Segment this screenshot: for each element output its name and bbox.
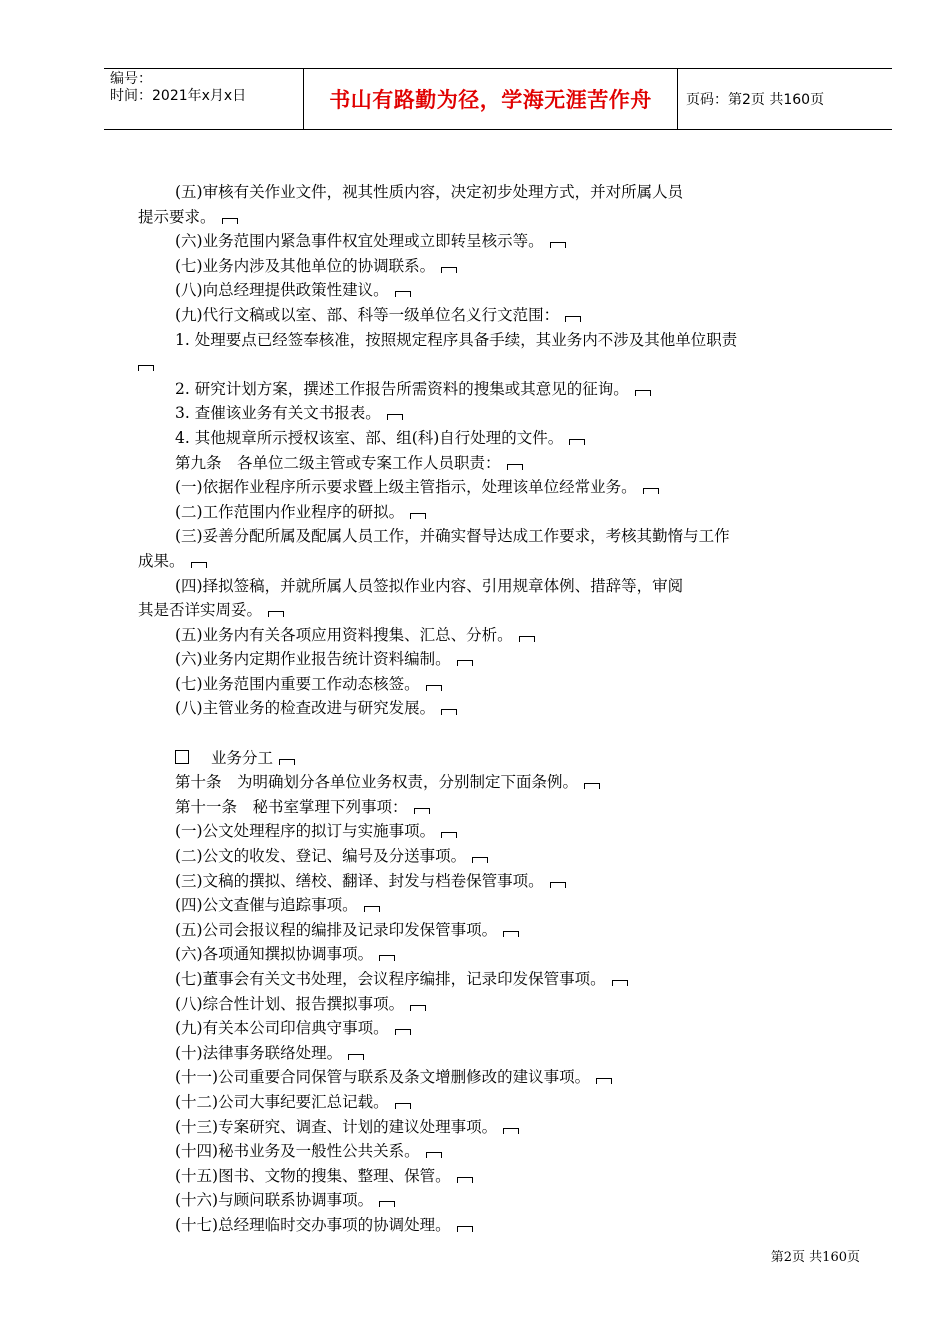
paragraph-line: 成果。: [138, 549, 863, 574]
paragraph-line: (一)依据作业程序所示要求暨上级主管指示，处理该单位经常业务。: [138, 475, 863, 500]
header-time: 时间：2021年x月x日: [110, 88, 247, 104]
paragraph-line: 3. 查催该业务有关文书报表。: [138, 401, 863, 426]
paragraph-line: (十二)公司大事纪要汇总记载。: [138, 1090, 863, 1115]
paragraph-mark-icon: [395, 1029, 411, 1035]
paragraph-mark-icon: [457, 660, 473, 666]
paragraph-mark-icon: [426, 685, 442, 691]
paragraph-line: (九)代行文稿或以室、部、科等一级单位名义行文范围：: [138, 303, 863, 328]
paragraph-line: (七)董事会有关文书处理，会议程序编排，记录印发保管事项。: [138, 967, 863, 992]
paragraph-mark-icon: [503, 1128, 519, 1134]
paragraph-mark-icon: [503, 931, 519, 937]
paragraph-mark-icon: [596, 1078, 612, 1084]
paragraph-mark-icon: [414, 808, 430, 814]
paragraph-line: 第九条 各单位二级主管或专案工作人员职责：: [138, 451, 863, 476]
paragraph-line: (十三)专案研究、调查、计划的建议处理事项。: [138, 1115, 863, 1140]
paragraph-mark-icon: [410, 513, 426, 519]
paragraph-mark-icon: [426, 1152, 442, 1158]
paragraph-line: (四)择拟签稿，并就所属人员签拟作业内容、引用规章体例、措辞等，审阅: [175, 576, 684, 595]
paragraph-line: (十七)总经理临时交办事项的协调处理。: [138, 1213, 863, 1238]
paragraph-mark-icon: [472, 857, 488, 863]
paragraph-mark-icon: [279, 759, 295, 765]
paragraph-line: (五)业务内有关各项应用资料搜集、汇总、分析。: [138, 623, 863, 648]
paragraph-mark-icon: [387, 414, 403, 420]
paragraph-line: 第十条 为明确划分各单位业务权责，分别制定下面条例。: [138, 770, 863, 795]
paragraph-line: 提示要求。: [138, 205, 863, 230]
paragraph-line: 2. 研究计划方案，撰述工作报告所需资料的搜集或其意见的征询。: [138, 377, 863, 402]
paragraph-mark-icon: [584, 783, 600, 789]
paragraph-line: (六)业务范围内紧急事件权宜处理或立即转呈核示等。: [138, 229, 863, 254]
paragraph-mark-icon: [550, 242, 566, 248]
paragraph-line: (十一)公司重要合同保管与联系及条文增删修改的建议事项。: [138, 1065, 863, 1090]
header-number: 编号：: [110, 71, 152, 87]
paragraph-line: (四)公文查催与追踪事项。: [138, 893, 863, 918]
paragraph-line: (二)工作范围内作业程序的研拟。: [138, 500, 863, 525]
paragraph-line: (八)向总经理提供政策性建议。: [138, 278, 863, 303]
paragraph-mark-icon: [441, 709, 457, 715]
paragraph-line: [138, 352, 863, 377]
paragraph-line: (六)各项通知撰拟协调事项。: [138, 942, 863, 967]
section-heading: 业务分工: [138, 746, 863, 771]
paragraph-line: (十五)图书、文物的搜集、整理、保管。: [138, 1164, 863, 1189]
paragraph-line: (一)公文处理程序的拟订与实施事项。: [138, 819, 863, 844]
paragraph-line: (七)业务范围内重要工作动态核签。: [138, 672, 863, 697]
page-header: [104, 68, 892, 130]
paragraph-line: (五)公司会报议程的编排及记录印发保管事项。: [138, 918, 863, 943]
paragraph-mark-icon: [138, 365, 154, 371]
header-motto: 书山有路勤为径，学海无涯苦作舟: [304, 69, 678, 129]
paragraph-mark-icon: [550, 882, 566, 888]
paragraph-line: 第十一条 秘书室掌理下列事项：: [138, 795, 863, 820]
paragraph-line: (九)有关本公司印信典守事项。: [138, 1016, 863, 1041]
paragraph-line: (五)审核有关作业文件，视其性质内容，决定初步处理方式，并对所属人员: [175, 183, 684, 201]
paragraph-mark-icon: [519, 636, 535, 642]
paragraph-line: (八)综合性计划、报告撰拟事项。: [138, 992, 863, 1017]
paragraph-mark-icon: [379, 955, 395, 961]
paragraph-mark-icon: [457, 1226, 473, 1232]
paragraph-mark-icon: [441, 832, 457, 838]
paragraph-line: 4. 其他规章所示授权该室、部、组(科)自行处理的文件。: [138, 426, 863, 451]
paragraph-mark-icon: [612, 980, 628, 986]
paragraph-line: (二)公文的收发、登记、编号及分送事项。: [138, 844, 863, 869]
paragraph-mark-icon: [379, 1201, 395, 1207]
paragraph-line: (十四)秘书业务及一般性公共关系。: [138, 1139, 863, 1164]
page-footer: 第2页 共160页: [770, 1250, 860, 1265]
paragraph-mark-icon: [348, 1054, 364, 1060]
paragraph-line: (三)文稿的撰拟、缮校、翻译、封发与档卷保管事项。: [138, 869, 863, 894]
paragraph-mark-icon: [565, 316, 581, 322]
paragraph-line: (六)业务内定期作业报告统计资料编制。: [138, 647, 863, 672]
paragraph-mark-icon: [441, 267, 457, 273]
paragraph-line: 其是否详实周妥。: [138, 598, 863, 623]
paragraph-mark-icon: [457, 1177, 473, 1183]
paragraph-mark-icon: [364, 906, 380, 912]
paragraph-mark-icon: [410, 1005, 426, 1011]
checkbox-square-icon: [175, 750, 189, 764]
paragraph-mark-icon: [635, 390, 651, 396]
document-body: [138, 180, 863, 1238]
paragraph-line: (七)业务内涉及其他单位的协调联系。: [138, 254, 863, 279]
paragraph-line: (八)主管业务的检查改进与研究发展。: [138, 696, 863, 721]
paragraph-mark-icon: [191, 562, 207, 568]
paragraph-mark-icon: [507, 464, 523, 470]
paragraph-mark-icon: [643, 488, 659, 494]
header-meta: [104, 69, 304, 129]
header-page-info: 页码：第2页 共160页: [686, 92, 825, 108]
paragraph-mark-icon: [395, 291, 411, 297]
paragraph-mark-icon: [268, 611, 284, 617]
paragraph-line: 1. 处理要点已经签奉核准，按照规定程序具备手续，其业务内不涉及其他单位职责: [175, 330, 738, 349]
paragraph-mark-icon: [569, 439, 585, 445]
paragraph-line: (十六)与顾问联系协调事项。: [138, 1188, 863, 1213]
paragraph-line: (十)法律事务联络处理。: [138, 1041, 863, 1066]
paragraph-mark-icon: [222, 218, 238, 224]
blank-line: [138, 721, 863, 746]
paragraph-line: (三)妥善分配所属及配属人员工作，并确实督导达成工作要求，考核其勤惰与工作: [175, 527, 730, 546]
paragraph-mark-icon: [395, 1103, 411, 1109]
